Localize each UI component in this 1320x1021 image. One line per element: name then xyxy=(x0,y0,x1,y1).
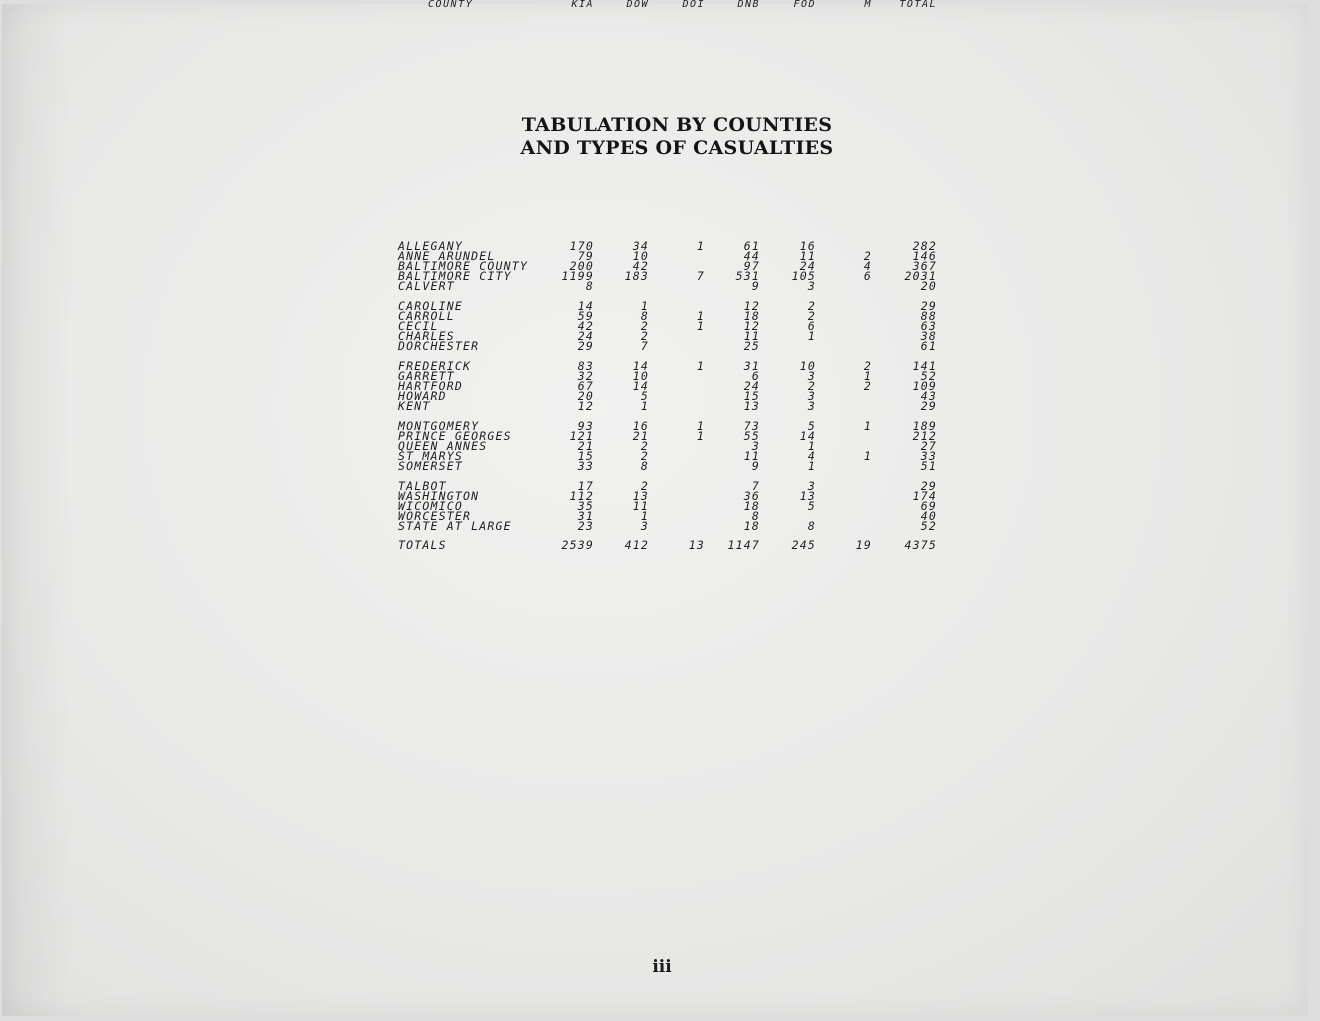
cell-total: 212 xyxy=(912,429,937,443)
table-row xyxy=(0,401,1000,411)
cell-fod: 2 xyxy=(807,309,816,323)
cell-total: 40 xyxy=(920,509,937,523)
cell-dow: 2 xyxy=(640,449,649,463)
cell-fod: 1 xyxy=(807,439,816,453)
county-name: DORCHESTER xyxy=(398,339,480,353)
table-row xyxy=(0,461,1000,471)
cell-kia: 2539 xyxy=(561,538,594,552)
cell-doi: 7 xyxy=(696,269,705,283)
cell-total: 174 xyxy=(912,489,937,503)
header-m: M xyxy=(864,0,872,10)
cell-dnb: 11 xyxy=(743,449,760,463)
cell-dow: 14 xyxy=(632,379,649,393)
table-row xyxy=(0,381,1000,391)
cell-kia: 93 xyxy=(577,419,594,433)
table-row xyxy=(0,341,1000,351)
cell-kia: 112 xyxy=(569,489,594,503)
cell-kia: 17 xyxy=(577,479,594,493)
title-line-1: TABULATION BY COUNTIES xyxy=(521,114,833,136)
cell-dnb: 18 xyxy=(743,499,760,513)
cell-kia: 1199 xyxy=(561,269,594,283)
cell-m: 2 xyxy=(863,379,872,393)
cell-kia: 23 xyxy=(577,519,594,533)
cell-dnb: 24 xyxy=(743,379,760,393)
cell-fod: 8 xyxy=(807,519,816,533)
cell-dnb: 18 xyxy=(743,519,760,533)
table-row xyxy=(0,301,1000,311)
cell-fod: 1 xyxy=(807,459,816,473)
header-fod: FOD xyxy=(793,0,816,10)
cell-kia: 15 xyxy=(577,449,594,463)
county-name: WASHINGTON xyxy=(398,489,480,503)
county-name: SOMERSET xyxy=(398,459,463,473)
cell-dnb: 3 xyxy=(751,439,760,453)
cell-dnb: 97 xyxy=(743,259,760,273)
cell-dnb: 44 xyxy=(743,249,760,263)
cell-total: 20 xyxy=(920,279,937,293)
cell-dow: 2 xyxy=(640,439,649,453)
header-dow: DOW xyxy=(626,0,649,10)
cell-m: 2 xyxy=(863,249,872,263)
cell-total: 29 xyxy=(920,299,937,313)
cell-fod: 6 xyxy=(807,319,816,333)
cell-doi: 13 xyxy=(688,538,705,552)
cell-dnb: 1147 xyxy=(727,538,760,552)
cell-total: 43 xyxy=(920,389,937,403)
table-row xyxy=(0,441,1000,451)
cell-fod: 5 xyxy=(807,419,816,433)
county-name: PRINCE GEORGES xyxy=(398,429,512,443)
cell-dnb: 8 xyxy=(751,509,760,523)
cell-total: 2031 xyxy=(904,269,937,283)
header-doi: DOI xyxy=(682,0,705,10)
cell-dnb: 31 xyxy=(743,359,760,373)
title-line-2: AND TYPES OF CASUALTIES xyxy=(520,137,834,159)
cell-fod: 2 xyxy=(807,379,816,393)
table-row xyxy=(0,311,1000,321)
cell-fod: 4 xyxy=(807,449,816,463)
cell-fod: 3 xyxy=(807,479,816,493)
county-name: STATE AT LARGE xyxy=(398,519,512,533)
cell-dow: 21 xyxy=(632,429,649,443)
cell-kia: 79 xyxy=(577,249,594,263)
cell-kia: 200 xyxy=(569,259,594,273)
table-row xyxy=(0,331,1000,341)
cell-total: 27 xyxy=(920,439,937,453)
table-row xyxy=(0,501,1000,511)
table-row xyxy=(0,481,1000,491)
cell-dow: 11 xyxy=(632,499,649,513)
table-row xyxy=(0,321,1000,331)
cell-kia: 35 xyxy=(577,499,594,513)
cell-fod: 2 xyxy=(807,299,816,313)
cell-m: 4 xyxy=(863,259,872,273)
county-name: TOTALS xyxy=(398,538,447,552)
cell-dnb: 61 xyxy=(743,239,760,253)
cell-total: 141 xyxy=(912,359,937,373)
cell-dow: 412 xyxy=(624,538,649,552)
county-name: HARTFORD xyxy=(398,379,463,393)
cell-total: 367 xyxy=(912,259,937,273)
cell-total: 38 xyxy=(920,329,937,343)
county-name: TALBOT xyxy=(398,479,447,493)
county-name: WICOMICO xyxy=(398,499,463,513)
cell-dow: 2 xyxy=(640,479,649,493)
cell-dow: 1 xyxy=(640,299,649,313)
table-row xyxy=(0,431,1000,441)
cell-kia: 12 xyxy=(577,399,594,413)
cell-dow: 10 xyxy=(632,249,649,263)
cell-dow: 1 xyxy=(640,399,649,413)
cell-fod: 245 xyxy=(791,538,816,552)
cell-dnb: 9 xyxy=(751,279,760,293)
cell-total: 33 xyxy=(920,449,937,463)
cell-dow: 16 xyxy=(632,419,649,433)
cell-dnb: 9 xyxy=(751,459,760,473)
cell-dnb: 55 xyxy=(743,429,760,443)
cell-fod: 10 xyxy=(799,359,816,373)
cell-total: 109 xyxy=(912,379,937,393)
cell-dow: 3 xyxy=(640,519,649,533)
county-name: BALTIMORE COUNTY xyxy=(398,259,528,273)
cell-kia: 42 xyxy=(577,319,594,333)
cell-kia: 67 xyxy=(577,379,594,393)
cell-fod: 24 xyxy=(799,259,816,273)
cell-m: 2 xyxy=(863,359,872,373)
county-name: ANNE ARUNDEL xyxy=(398,249,496,263)
table-row xyxy=(0,361,1000,371)
table-row xyxy=(0,271,1000,281)
cell-dow: 2 xyxy=(640,319,649,333)
cell-kia: 59 xyxy=(577,309,594,323)
cell-kia: 24 xyxy=(577,329,594,343)
cell-doi: 1 xyxy=(696,239,705,253)
cell-fod: 105 xyxy=(791,269,816,283)
county-name: ALLEGANY xyxy=(398,239,463,253)
cell-dow: 14 xyxy=(632,359,649,373)
table-row xyxy=(0,241,1000,251)
table-row xyxy=(0,451,1000,461)
table-row xyxy=(0,491,1000,501)
cell-dnb: 36 xyxy=(743,489,760,503)
cell-doi: 1 xyxy=(696,319,705,333)
header-total: TOTAL xyxy=(899,0,937,10)
cell-kia: 21 xyxy=(577,439,594,453)
cell-dow: 34 xyxy=(632,239,649,253)
cell-m: 6 xyxy=(863,269,872,283)
cell-fod: 16 xyxy=(799,239,816,253)
cell-kia: 170 xyxy=(569,239,594,253)
cell-kia: 121 xyxy=(569,429,594,443)
cell-kia: 83 xyxy=(577,359,594,373)
cell-dow: 5 xyxy=(640,389,649,403)
cell-dnb: 7 xyxy=(751,479,760,493)
county-name: QUEEN ANNES xyxy=(398,439,488,453)
cell-kia: 32 xyxy=(577,369,594,383)
cell-doi: 1 xyxy=(696,419,705,433)
header-dnb: DNB xyxy=(737,0,760,10)
cell-total: 29 xyxy=(920,399,937,413)
county-name: ST MARYS xyxy=(398,449,463,463)
cell-m: 1 xyxy=(863,369,872,383)
cell-fod: 3 xyxy=(807,399,816,413)
cell-dow: 10 xyxy=(632,369,649,383)
cell-dow: 8 xyxy=(640,459,649,473)
cell-kia: 8 xyxy=(585,279,594,293)
cell-dnb: 11 xyxy=(743,329,760,343)
county-name: CAROLINE xyxy=(398,299,463,313)
header-county: COUNTY xyxy=(428,0,474,10)
cell-dow: 183 xyxy=(624,269,649,283)
cell-m: 19 xyxy=(855,538,872,552)
cell-dow: 8 xyxy=(640,309,649,323)
cell-doi: 1 xyxy=(696,359,705,373)
cell-total: 52 xyxy=(920,369,937,383)
header-kia: KIA xyxy=(571,0,594,10)
cell-dnb: 6 xyxy=(751,369,760,383)
cell-dnb: 73 xyxy=(743,419,760,433)
county-name: CECIL xyxy=(398,319,439,333)
county-name: MONTGOMERY xyxy=(398,419,480,433)
county-name: HOWARD xyxy=(398,389,447,403)
cell-dnb: 12 xyxy=(743,319,760,333)
cell-fod: 14 xyxy=(799,429,816,443)
county-name: KENT xyxy=(398,399,431,413)
cell-total: 189 xyxy=(912,419,937,433)
cell-m: 1 xyxy=(863,419,872,433)
cell-total: 52 xyxy=(920,519,937,533)
table-row xyxy=(0,371,1000,381)
cell-total: 282 xyxy=(912,239,937,253)
cell-kia: 33 xyxy=(577,459,594,473)
cell-dow: 7 xyxy=(640,339,649,353)
cell-total: 29 xyxy=(920,479,937,493)
cell-doi: 1 xyxy=(696,309,705,323)
cell-fod: 11 xyxy=(799,249,816,263)
cell-total: 146 xyxy=(912,249,937,263)
cell-kia: 14 xyxy=(577,299,594,313)
table-row xyxy=(0,521,1000,531)
table-row xyxy=(0,391,1000,401)
cell-total: 51 xyxy=(920,459,937,473)
cell-dow: 42 xyxy=(632,259,649,273)
cell-fod: 13 xyxy=(799,489,816,503)
cell-total: 61 xyxy=(920,339,937,353)
cell-dow: 2 xyxy=(640,329,649,343)
cell-fod: 3 xyxy=(807,369,816,383)
cell-fod: 5 xyxy=(807,499,816,513)
cell-total: 4375 xyxy=(904,538,937,552)
county-name: CARROLL xyxy=(398,309,455,323)
county-name: BALTIMORE CITY xyxy=(398,269,512,283)
page-number: iii xyxy=(652,957,672,977)
table-row xyxy=(0,281,1000,291)
totals-row xyxy=(0,540,1000,550)
cell-dnb: 25 xyxy=(743,339,760,353)
cell-total: 63 xyxy=(920,319,937,333)
cell-kia: 29 xyxy=(577,339,594,353)
cell-dnb: 15 xyxy=(743,389,760,403)
cell-m: 1 xyxy=(863,449,872,463)
county-name: CHARLES xyxy=(398,329,455,343)
cell-dow: 1 xyxy=(640,509,649,523)
county-name: WORCESTER xyxy=(398,509,472,523)
cell-fod: 1 xyxy=(807,329,816,343)
cell-fod: 3 xyxy=(807,389,816,403)
county-name: CALVERT xyxy=(398,279,455,293)
cell-dnb: 18 xyxy=(743,309,760,323)
county-name: GARRETT xyxy=(398,369,455,383)
cell-fod: 3 xyxy=(807,279,816,293)
cell-dnb: 531 xyxy=(735,269,760,283)
county-name: FREDERICK xyxy=(398,359,472,373)
cell-total: 69 xyxy=(920,499,937,513)
cell-total: 88 xyxy=(920,309,937,323)
cell-dnb: 12 xyxy=(743,299,760,313)
cell-dow: 13 xyxy=(632,489,649,503)
cell-kia: 20 xyxy=(577,389,594,403)
cell-doi: 1 xyxy=(696,429,705,443)
cell-dnb: 13 xyxy=(743,399,760,413)
cell-kia: 31 xyxy=(577,509,594,523)
